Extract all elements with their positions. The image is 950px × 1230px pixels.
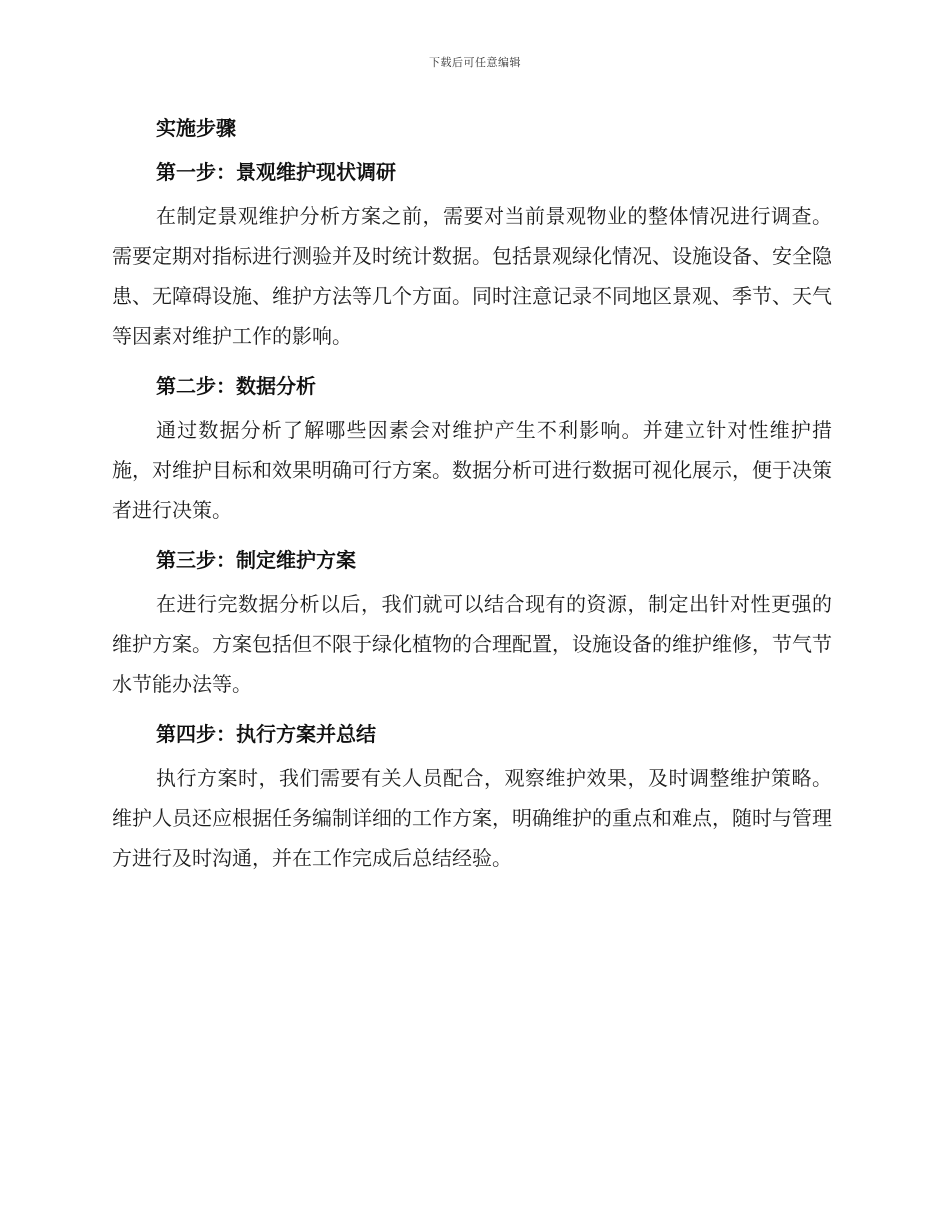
document-body	[112, 108, 832, 888]
section-heading-4: 第四步：执行方案并总结	[156, 722, 376, 746]
section-heading-3: 第三步：制定维护方案	[156, 548, 356, 572]
section-heading-1: 第一步：景观维护现状调研	[156, 160, 396, 184]
section-paragraph-3: 在进行完数据分析以后，我们就可以结合现有的资源，制定出针对性更强的维护方案。方案包括但不限于绿化植物的合理配置，设施设备的维护维修，节气节水节能办法等。	[112, 592, 832, 696]
section-paragraph-1: 在制定景观维护分析方案之前，需要对当前景观物业的整体情况进行调查。需要定期对指标进行测验并及时统计数据。包括景观绿化情况、设施设备、安全隐患、无障碍设施、维护方法等几个方面。同时注意记录不同地区景观、季节、天气等因素对维护工作的影响。	[112, 204, 832, 348]
document-title: 实施步骤	[156, 116, 236, 140]
section-heading-2: 第二步：数据分析	[156, 374, 316, 398]
header-note: 下载后可任意编辑	[429, 56, 521, 69]
section-paragraph-4: 执行方案时，我们需要有关人员配合，观察维护效果，及时调整维护策略。维护人员还应根据任务编制详细的工作方案，明确维护的重点和难点，随时与管理方进行及时沟通，并在工作完成后总结经验。	[112, 766, 832, 870]
section-paragraph-2: 通过数据分析了解哪些因素会对维护产生不利影响。并建立针对性维护措施，对维护目标和效果明确可行方案。数据分析可进行数据可视化展示，便于决策者进行决策。	[112, 418, 832, 522]
